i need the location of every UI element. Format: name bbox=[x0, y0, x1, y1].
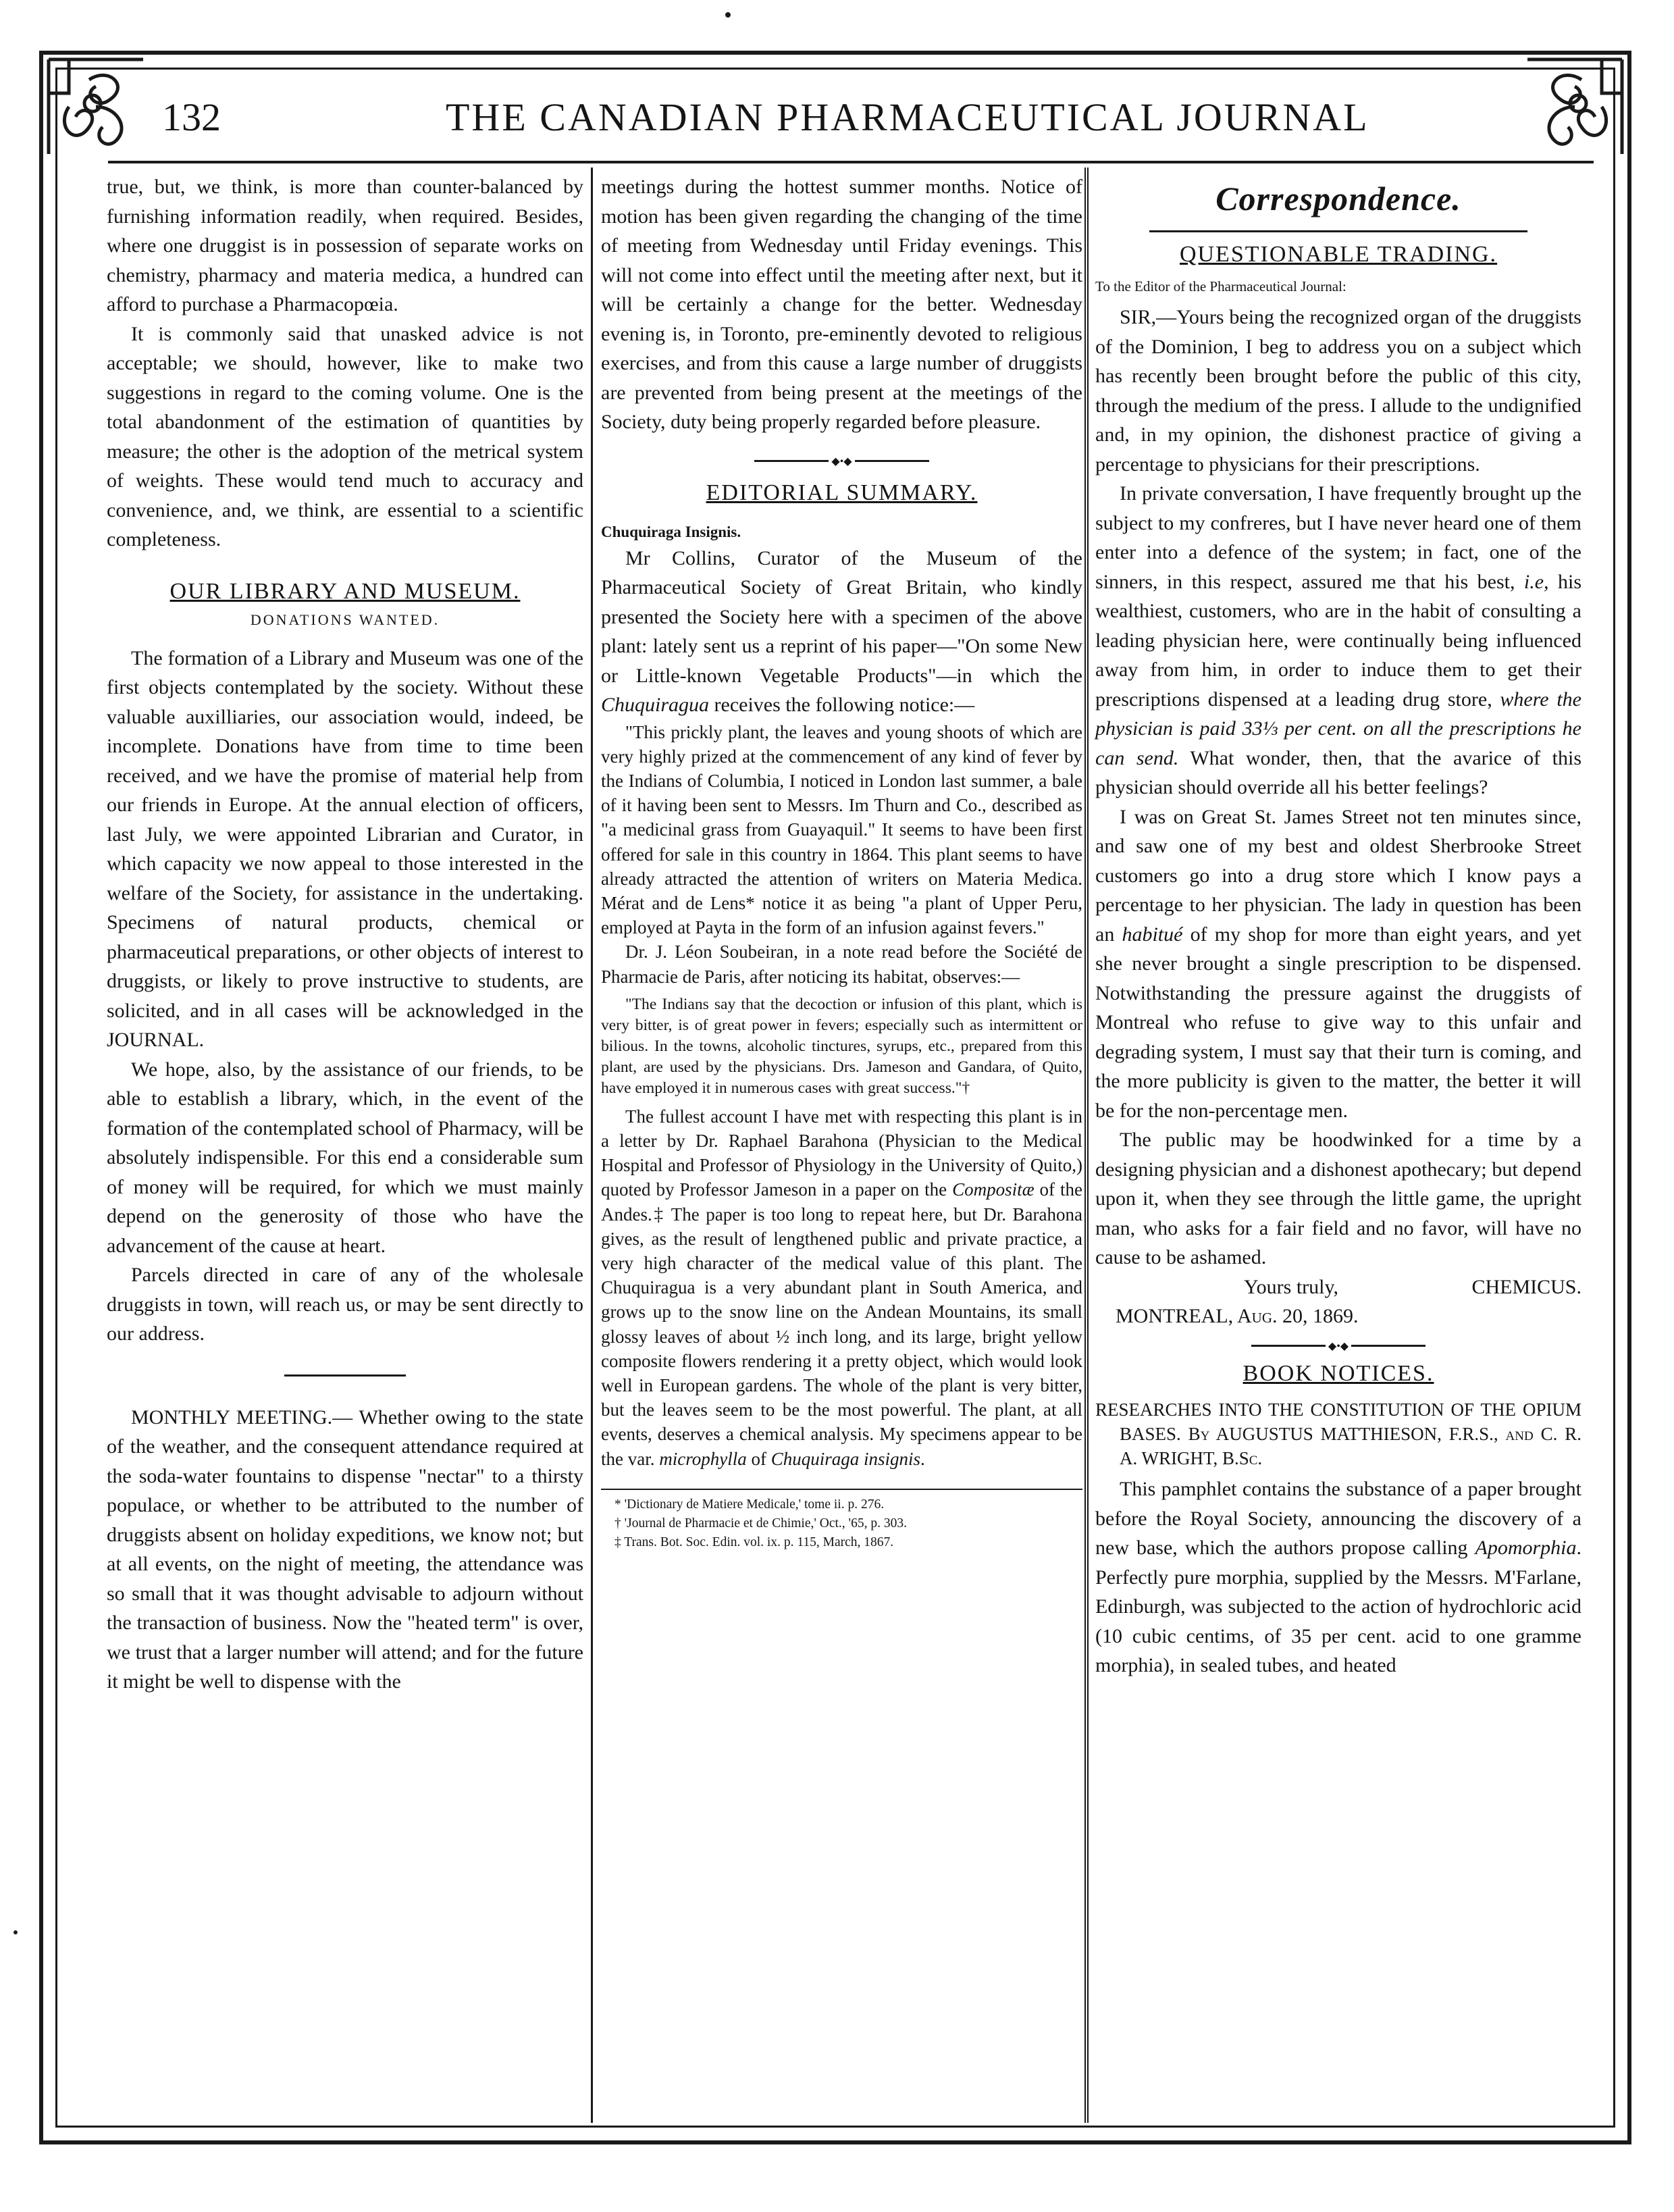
monthly-meeting-lead: MONTHLY MEETING. bbox=[131, 1406, 333, 1429]
column3-paragraph-b bbox=[1095, 479, 1581, 802]
column2-paragraph-b bbox=[601, 544, 1082, 720]
text-segment: receives the following notice:— bbox=[709, 694, 975, 716]
column2-paragraph-c: Dr. J. Léon Soubeiran, in a note read before the Société de Pharmacie de Paris, after noticing its habitat, observes:— bbox=[601, 942, 1082, 987]
text-segment: of my shop for more than eight years, and yet she never brought a single prescription to be dispensed. Notwithstanding the pressure against the druggists of Montreal who refuse to give way to this unfair and degrading system, I must say that their turn is coming, and the more publicity is given to the matter, the better it will be for the non-percentage men. bbox=[1095, 923, 1581, 1122]
section-separator bbox=[107, 1369, 583, 1383]
text-segment: of the Andes.‡ The paper is too long to repeat here, but Dr. Barahona gives, as the result of lengthened public and private practice, a very high character of the medical value of this plant. The Chuquiragua is a very abundant plant in South America, and grows up to the snow line on the Andean Mountains, its small glossy leaves of about ½ inch long, and its large, bright yellow composite flowers rendering it a pretty object, which would look well in European gardens. The whole of the plant is very bitter, but the leaves seem to be the most powerful. The plant, at all events, deserves a chemical analysis. My specimens appear to be the var. bbox=[601, 1179, 1082, 1469]
italic-term: Chuquiraga insignis bbox=[770, 1448, 921, 1469]
text-segment: Mr Collins, Curator of the Museum of the Pharmaceutical Society of Great Britain, who kindly presented the Society here with a specimen of the above plant: lately sent us a reprint of his paper—"On some New or Little-known Vegetable Products"—in which the bbox=[601, 546, 1082, 687]
letter-closing: Yours truly, bbox=[1244, 1275, 1339, 1298]
footnote-3: ‡ Trans. Bot. Soc. Edin. vol. ix. p. 115, March, 1867. bbox=[614, 1535, 894, 1549]
bottom-rule bbox=[55, 2141, 1615, 2144]
column1-paragraph-b: It is commonly said that unasked advice is not acceptable; we should, however, like to make two suggestions in regard to the coming volume. One is the total abandonment of the estimation of quantities by measure; the other is the adoption of the metrical system of weights. These would tend much to accuracy and convenience, and, we think, are essential to a scientific completeness. bbox=[107, 322, 583, 550]
footnote-rule bbox=[601, 1489, 1082, 1490]
letter-signature: CHEMICUS. bbox=[1471, 1275, 1581, 1298]
letter-dateline: MONTREAL, Aug. 20, 1869. bbox=[1116, 1305, 1359, 1327]
column-divider-2 bbox=[1084, 168, 1089, 2123]
journal-title: THE CANADIAN PHARMACEUTICAL JOURNAL bbox=[446, 95, 1369, 139]
column-2 bbox=[601, 172, 1082, 1552]
text-segment: his wealthiest, customers, who are in the habit of consulting a leading physician here, were continually being influenced away from him, in order to induce them to get their prescriptions dispensed at a leading drug store, bbox=[1095, 570, 1581, 711]
italic-term: habitué bbox=[1122, 923, 1183, 946]
section-separator-ornament: ◆•◆ bbox=[601, 455, 1082, 468]
column2-paragraph-d bbox=[601, 1104, 1082, 1471]
corner-ornament-left-icon bbox=[42, 53, 150, 161]
letter-signoff bbox=[1095, 1272, 1581, 1302]
letter-salutation: To the Editor of the Pharmaceutical Journal: bbox=[1095, 278, 1346, 294]
library-museum-heading: OUR LIBRARY AND MUSEUM. bbox=[169, 578, 521, 604]
column3-paragraph-e bbox=[1095, 1474, 1581, 1680]
text-segment: I was on Great St. James Street not ten minutes since, and saw one of my best and oldest Sherbrooke Street customers go into a drug store which I know pays a percentage to her physician. The lady in question has been an bbox=[1095, 805, 1581, 946]
chuquiraga-heading: Chuquiraga Insignis. bbox=[601, 523, 741, 540]
footnote-1: * 'Dictionary de Matiere Medicale,' tome ii. p. 276. bbox=[614, 1497, 885, 1512]
corner-ornament-right-icon bbox=[1521, 53, 1629, 161]
text-segment: of bbox=[746, 1448, 771, 1469]
italic-term: i.e, bbox=[1523, 570, 1549, 593]
questionable-trading-heading: QUESTIONABLE TRADING. bbox=[1179, 242, 1498, 267]
section-separator-ornament: ◆•◆ bbox=[1095, 1339, 1581, 1353]
page-number: 132 bbox=[162, 95, 221, 139]
monthly-meeting-text: — Whether owing to the state of the weather, and the consequent attendance required at the soda-water fountains to dispense "nectar" to a thirsty populace, or whether to be attributed to the number of druggists absent on holiday expeditions, we know not; but at all events, on the night of meeting, the attendance was so small that it was thought advisable to adjourn without the transaction of business. Now the "heated term" is over, we trust that a larger number will attend; and for the future it might be well to dispense with the bbox=[107, 1406, 583, 1693]
donations-subheading: DONATIONS WANTED. bbox=[250, 611, 440, 628]
text-segment: In private conversation, I have frequently brought up the subject to my confreres, but I have never heard one of them enter into a defence of the system; in fact, one of the sinners, in this respect, assured me that his best, bbox=[1095, 482, 1581, 593]
column-divider-1 bbox=[591, 168, 593, 2123]
column-3 bbox=[1095, 172, 1581, 1680]
column3-paragraph-d: The public may be hoodwinked for a time by a designing physician and a dishonest apothecary; but depend upon it, when they see through the little game, the upright man, who asks for a fair field and no favor, will have no cause to be ashamed. bbox=[1095, 1129, 1581, 1268]
column3-paragraph-c bbox=[1095, 802, 1581, 1126]
italic-plant-name: Chuquiragua bbox=[601, 694, 710, 716]
column3-paragraph-a: SIR,—Yours being the recognized organ of the druggists of the Dominion, I beg to address you on a subject which has recently been brought before the public of this city, through the medium of the press. I allude to the undignified and, in my opinion, the dishonest practice of giving a percentage to physicians for their prescriptions. bbox=[1095, 306, 1581, 475]
book-notices-heading: BOOK NOTICES. bbox=[1243, 1360, 1434, 1386]
italic-term: microphylla bbox=[659, 1448, 747, 1469]
monthly-meeting-paragraph bbox=[107, 1403, 583, 1697]
correspondence-heading: Correspondence. bbox=[1215, 180, 1461, 217]
editorial-summary-heading: EDITORIAL SUMMARY. bbox=[706, 480, 978, 505]
ink-speck bbox=[725, 12, 731, 18]
footnote-2: † 'Journal de Pharmacie et de Chimie,' Oct., '65, p. 303. bbox=[614, 1516, 907, 1531]
header-rule bbox=[108, 161, 1594, 163]
text-segment: . Perfectly pure morphia, supplied by the Messrs. M'Farlane, Edinburgh, was subjected to the action of hydrochloric acid (10 cubic centims, of 35 per cent. acid to one gramme morphia), in sealed tubes, and heated bbox=[1095, 1537, 1581, 1677]
column2-paragraph-a: meetings during the hottest summer months. Notice of motion has been given regarding the changing of the time of meeting from Wednesday until Friday evenings. This will not come into effect until the meeting after next, but it will be certainly a change for the better. Wednesday evening is, in Toronto, pre-eminently devoted to religious exercises, and from this cause a large number of druggists are prevented from being present at the meetings of the Society, duty being properly regarded before pleasure. bbox=[601, 176, 1082, 433]
column-1 bbox=[107, 172, 583, 1697]
quote-soubeiran: "The Indians say that the decoction or infusion of this plant, which is very bitter, is of great power in fevers; especially such as intermittent or bilious. In the towns, alcoholic tinctures, syrups, etc., prepared from this plant, are used by the physicians. Drs. Jameson and Gandara, of Quito, have employed it in numerous cases with great success."† bbox=[601, 995, 1082, 1097]
book-title: RESEARCHES INTO THE CONSTITUTION OF THE OPIUM BASES. By AUGUSTUS MATTHIESON, F.R.S., and C. R. A. WRIGHT, B.Sc. bbox=[1095, 1399, 1581, 1468]
text-segment: This pamphlet contains the substance of a paper brought before the Royal Society, announcing the discovery of a new base, which the authors propose calling bbox=[1095, 1478, 1581, 1560]
column1-paragraph-e: Parcels directed in care of any of the wholesale druggists in town, will reach us, or may be sent directly to our address. bbox=[107, 1264, 583, 1345]
text-segment: . bbox=[920, 1448, 925, 1469]
heading-rule bbox=[1149, 230, 1527, 232]
text-segment: The fullest account I have met with respecting this plant is in a letter by Dr. Raphael Barahona (Physician to the Medical Hospital and Professor of Physiology in the University of Quito,) quoted by Professor Jameson in a paper on the bbox=[601, 1106, 1082, 1200]
column1-paragraph-d: We hope, also, by the assistance of our friends, to be able to establish a library, which, in the event of the formation of the contemplated school of Pharmacy, will be absolutely indispensible. For this end a considerable sum of money will be required, for which we must mainly depend on the generosity of those who have the advancement of the cause at heart. bbox=[107, 1058, 583, 1257]
text-segment: What wonder, then, that the avarice of this physician should override all his better feelings? bbox=[1095, 746, 1581, 798]
column1-paragraph-a: true, but, we think, is more than counter-balanced by furnishing information readily, when required. Besides, where one druggist is in possession of separate works on chemistry, pharmacy and materia medica, a hundred can afford to purchase a Pharmacopœia. bbox=[107, 176, 583, 315]
quote-collins: "This prickly plant, the leaves and young shoots of which are very highly prized at the commencement of any kind of fever by the Indians of Columbia, I noticed in London last summer, a bale of it having been sent to Messrs. Im Thurn and Co., described as "a medicinal grass from Guayaquil." It seems to have been first offered for sale in this country in 1864. This plant seems to have already attracted the attention of writers on Materia Medica. Mérat and de Lens* notice it as being "a plant of Upper Peru, employed at Payta in the form of an infusion against fevers." bbox=[601, 721, 1082, 938]
column1-paragraph-c: The formation of a Library and Museum was one of the first objects contemplated by the society. Without these valuable auxilliaries, our association would, indeed, be incomplete. Donations have from time to time been received, and we have the promise of material help from our friends in Europe. At the annual election of officers, last July, we were appointed Librarian and Curator, in which capacity we now appeal to those interested in the welfare of the Society, for assistance in the undertaking. Specimens of natural products, chemical or pharmaceutical preparations, or other objects of interest to druggists, or likely to prove instructive to students, are solicited, and in all cases will be acknowledged in the JOURNAL. bbox=[107, 646, 583, 1051]
ink-speck bbox=[14, 1930, 18, 1934]
italic-emphasis: where the physician is paid 33⅓ per cent. on all the prescriptions he can send. bbox=[1095, 688, 1581, 769]
italic-term: Apomorphia bbox=[1475, 1537, 1577, 1560]
italic-term: Compositæ bbox=[952, 1179, 1035, 1200]
